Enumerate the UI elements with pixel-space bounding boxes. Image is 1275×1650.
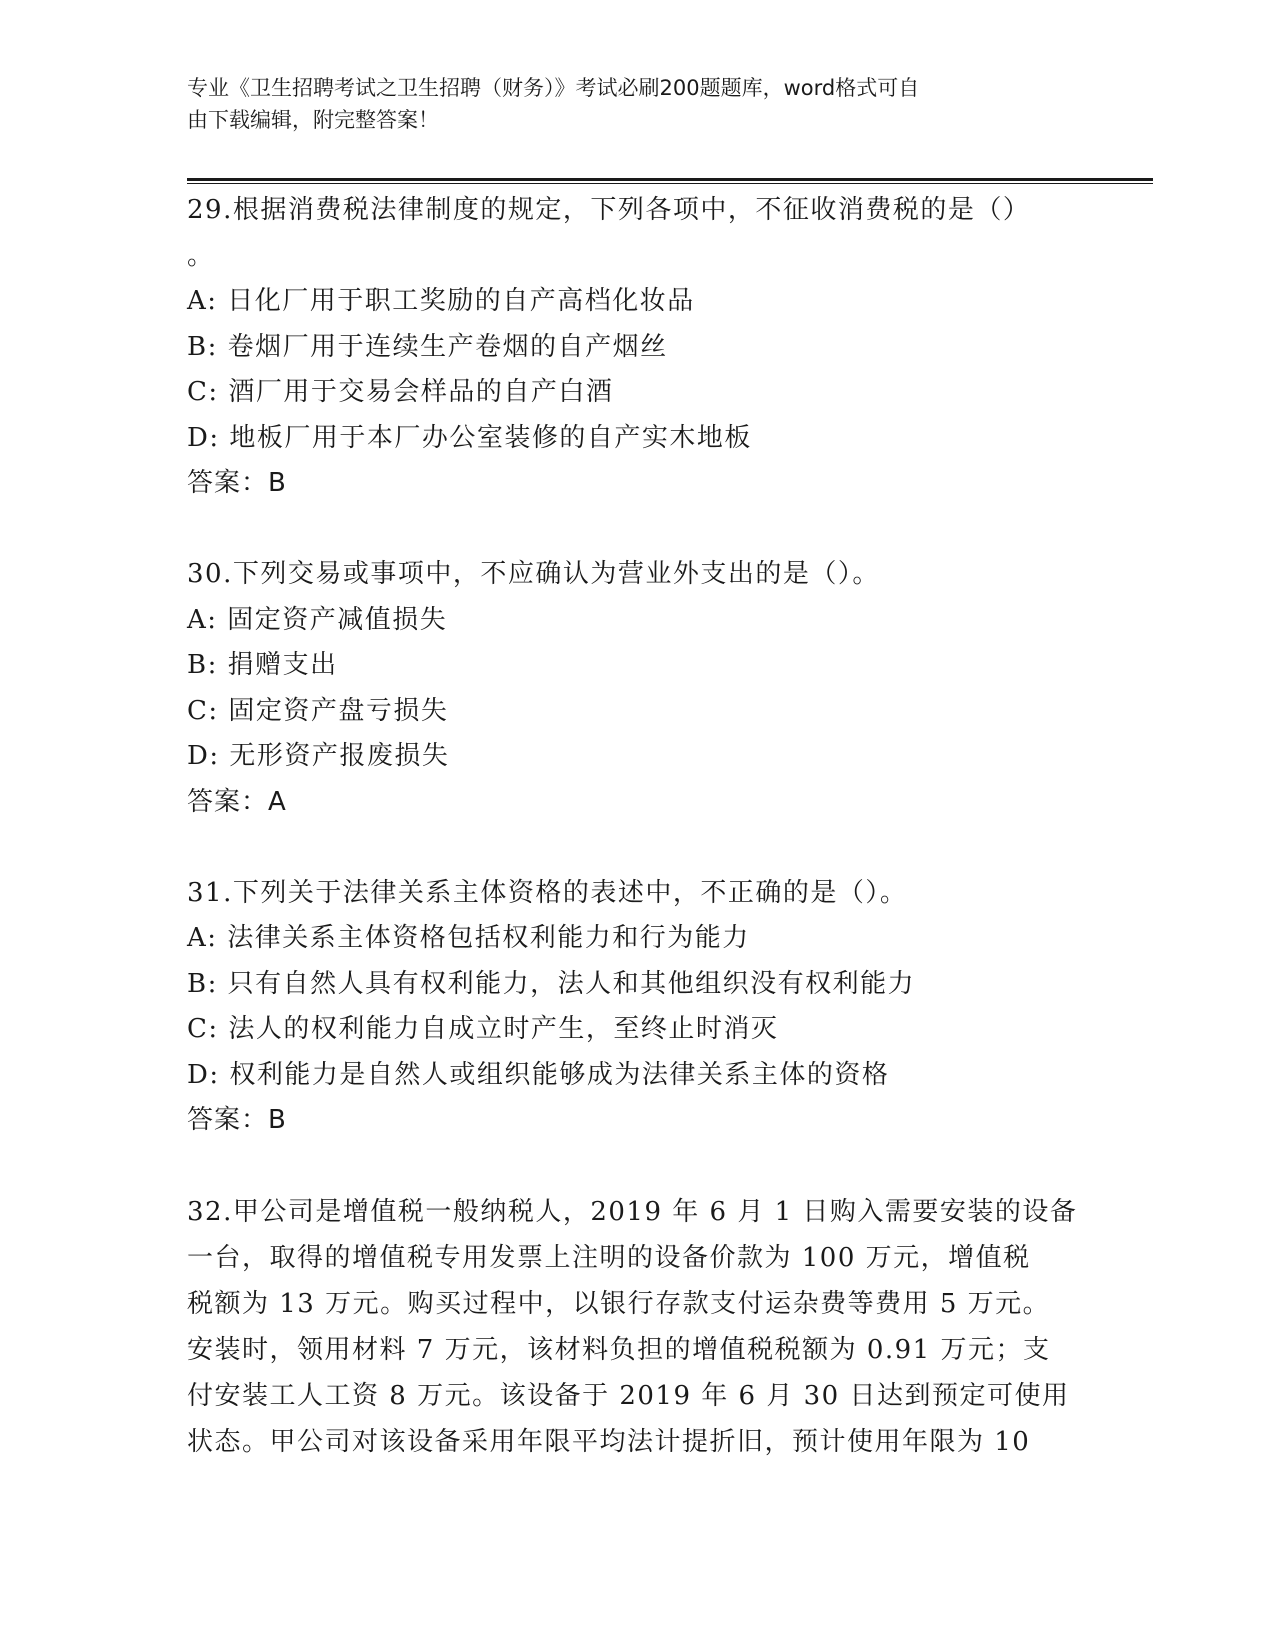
question-stem: 付安装工人工资 8 万元。该设备于 2019 年 6 月 30 日达到预定可使用	[187, 1381, 1070, 1411]
header-line-1: 专业《卫生招聘考试之卫生招聘（财务）》考试必刷200题题库，word格式可自	[187, 76, 920, 100]
option-c: C: 法人的权利能力自成立时产生，至终止时消灭	[187, 1014, 779, 1044]
question-stem: 状态。甲公司对该设备采用年限平均法计提折旧，预计使用年限为 10	[187, 1427, 1031, 1457]
document-header	[187, 72, 1067, 136]
option-a: A: 日化厂用于职工奖励的自产高档化妆品	[187, 286, 695, 316]
question-stem: 。	[187, 240, 215, 271]
header-divider-thick	[187, 178, 1153, 181]
question-stem: 一台，取得的增值税专用发票上注明的设备价款为 100 万元，增值税	[187, 1243, 1031, 1273]
option-b: B: 只有自然人具有权利能力，法人和其他组织没有权利能力	[187, 968, 916, 999]
question-30	[187, 552, 1087, 825]
option-b: B: 捐赠支出	[187, 650, 338, 680]
question-stem: 安装时，领用材料 7 万元，该材料负担的增值税税额为 0.91 万元；支	[187, 1335, 1051, 1365]
question-32	[187, 1189, 1087, 1465]
header-divider-thin	[187, 183, 1153, 184]
option-b: B: 卷烟厂用于连续生产卷烟的自产烟丝	[187, 331, 668, 362]
question-list	[187, 188, 1087, 1465]
question-stem: 32.甲公司是增值税一般纳税人，2019 年 6 月 1 日购入需要安装的设备	[187, 1197, 1078, 1227]
option-d: D: 无形资产报废损失	[187, 741, 450, 771]
option-c: C: 酒厂用于交易会样品的自产白酒	[187, 377, 614, 407]
answer: 答案：B	[187, 468, 287, 498]
answer: 答案：B	[187, 1105, 287, 1135]
question-stem: 31.下列关于法律关系主体资格的表述中，不正确的是（）。	[187, 877, 908, 908]
header-line-2: 由下载编辑，附完整答案！	[187, 108, 439, 132]
option-a: A: 法律关系主体资格包括权利能力和行为能力	[187, 923, 750, 953]
question-stem: 税额为 13 万元。购买过程中，以银行存款支付运杂费等费用 5 万元。	[187, 1289, 1051, 1319]
option-d: D: 权利能力是自然人或组织能够成为法律关系主体的资格	[187, 1059, 890, 1090]
option-c: C: 固定资产盘亏损失	[187, 695, 449, 726]
option-a: A: 固定资产减值损失	[187, 604, 448, 635]
answer: 答案：A	[187, 786, 287, 817]
question-31	[187, 871, 1087, 1144]
question-stem: 30.下列交易或事项中，不应确认为营业外支出的是（）。	[187, 559, 880, 589]
question-stem: 29.根据消费税法律制度的规定，下列各项中，不征收消费税的是（）	[187, 195, 1031, 225]
question-29	[187, 188, 1087, 507]
option-d: D: 地板厂用于本厂办公室装修的自产实木地板	[187, 422, 752, 453]
